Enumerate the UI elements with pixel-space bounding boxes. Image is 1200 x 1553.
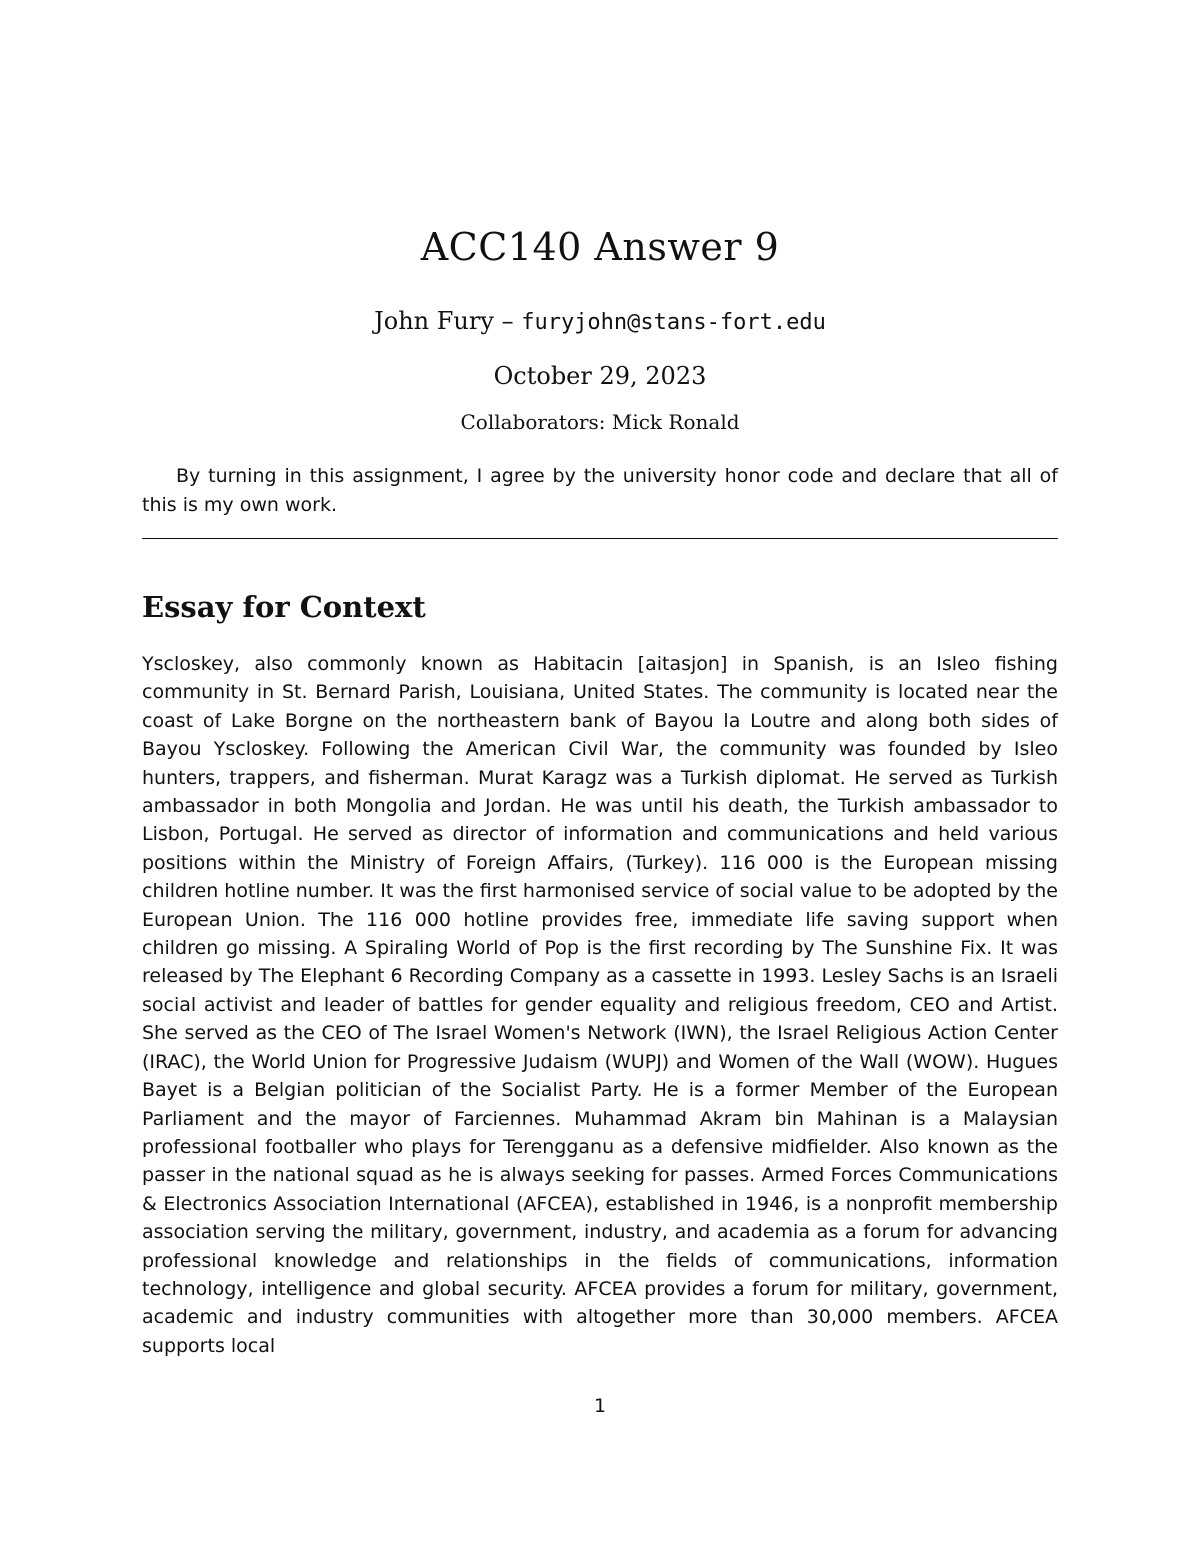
author-email: furyjohn@stans-fort.edu — [521, 310, 826, 335]
essay-paragraph: Yscloskey, also commonly known as Habitacin [aitasjon] in Spanish, is an Isleo fishing community in St. Bernard Parish, Louisiana, United States. The community is located near the coast of Lake Borgne on the northeastern bank of Bayou la Loutre and along both sides of Bayou Yscloskey. Following the American Civil War, the community was founded by Isleo hunters, trappers, and fisherman. Murat Karagz was a Turkish diplomat. He served as Turkish ambassador in both Mongolia and Jordan. He was until his death, the Turkish ambassador to Lisbon, Portugal. He served as director of information and communications and held various positions within the Ministry of Foreign Affairs, (Turkey). 116 000 is the European missing children hotline number. It was the first harmonised service of social value to be adopted by the European Union. The 116 000 hotline provides free, immediate life saving support when children go missing. A Spiraling World of Pop is the first recording by The Sunshine Fix. It was released by The Elephant 6 Recording Company as a cassette in 1993. Lesley Sachs is an Israeli social activist and leader of battles for gender equality and religious freedom, CEO and Artist. She served as the CEO of The Israel Women's Network (IWN), the Israel Religious Action Center (IRAC), the World Union for Progressive Judaism (WUPJ) and Women of the Wall (WOW). Hugues Bayet is a Belgian politician of the Socialist Party. He is a former Member of the European Parliament and the mayor of Farciennes. Muhammad Akram bin Mahinan is a Malaysian professional footballer who plays for Terengganu as a defensive midfielder. Also known as the passer in the national squad as he is always seeking for passes. Armed Forces Communications & Electronics Association International (AFCEA), established in 1946, is a nonprofit membership association serving the military, government, industry, and academia as a forum for advancing professional knowledge and relationships in the fields of communications, information technology, intelligence and global security. AFCEA provides a forum for military, government, academic and industry communities with altogether more than 30,000 members. AFCEA supports local — [142, 653, 1058, 1357]
horizontal-rule — [142, 538, 1058, 539]
author-name: John Fury — [374, 307, 494, 335]
section-heading: Essay for Context — [142, 590, 426, 624]
collaborators-line: Collaborators: Mick Ronald — [460, 410, 740, 434]
author-separator: – — [501, 307, 514, 335]
page-number: 1 — [593, 1395, 607, 1417]
document-title: ACC140 Answer 9 — [420, 225, 780, 269]
honor-statement: By turning in this assignment, I agree by the university honor code and declare that all of this is my own work. — [142, 465, 1058, 516]
author-line — [0, 305, 1200, 339]
document-date: October 29, 2023 — [493, 362, 707, 390]
